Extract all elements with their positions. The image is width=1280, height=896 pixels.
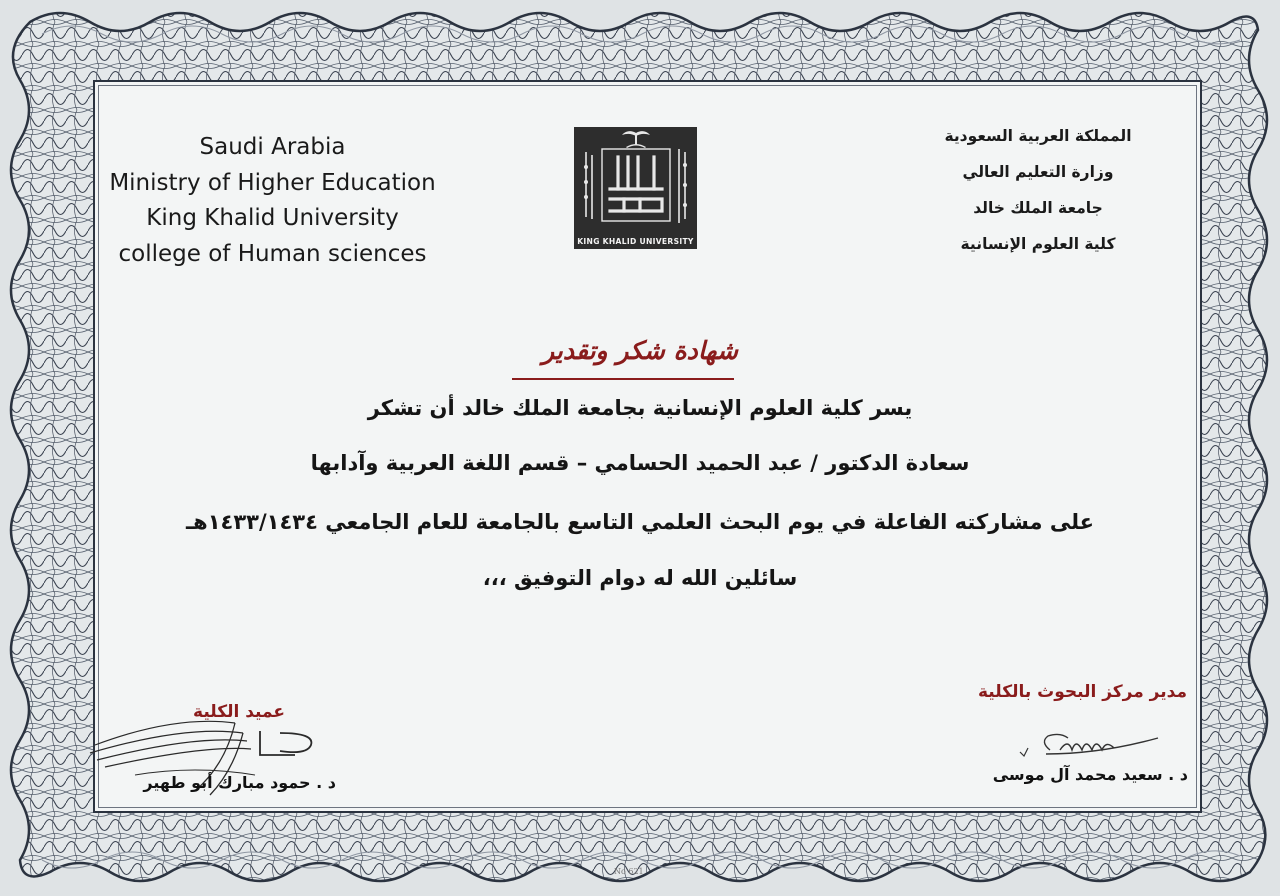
header-ar-college: كلية العلوم الإنسانية: [960, 235, 1116, 253]
certificate-title: شهادة شكر وتقدير: [542, 336, 738, 365]
title-underline: [512, 378, 734, 380]
university-emblem-icon: [574, 127, 697, 249]
header-en-university: King Khalid University: [146, 205, 399, 231]
header-arabic: [908, 118, 1168, 262]
header-en-country: Saudi Arabia: [199, 134, 346, 160]
header-ar-university: جامعة الملك خالد: [973, 199, 1103, 217]
research-director-signature: [1010, 720, 1160, 770]
certificate-line-4: سائلين الله له دوام التوفيق ،،،: [482, 566, 798, 590]
header-ar-country: المملكة العربية السعودية: [944, 127, 1132, 145]
certificate-line-2: سعادة الدكتور / عبد الحميد الحسامي – قسم اللغة العربية وآدابها: [310, 451, 970, 475]
dean-name: د . حمود مبارك أبو طهير: [143, 773, 336, 792]
header-english: [100, 130, 445, 272]
university-logo: [574, 127, 697, 249]
certificate-line-3: على مشاركته الفاعلة في يوم البحث العلمي التاسع بالجامعة للعام الجامعي ١٤٣٣/١٤٣٤هـ: [185, 510, 1095, 534]
certificate-line-1: يسر كلية العلوم الإنسانية بجامعة الملك خالد أن تشكر: [367, 396, 913, 420]
header-en-ministry: Ministry of Higher Education: [109, 169, 436, 196]
research-director-title: مدير مركز البحوث بالكلية: [978, 682, 1187, 702]
header-ar-ministry: وزارة التعليم العالي: [962, 163, 1114, 181]
logo-caption: KING KHALID UNIVERSITY: [577, 237, 694, 246]
dean-title: عميد الكلية: [193, 702, 285, 722]
serial-number: No 621: [614, 867, 644, 876]
header-en-college: college of Human sciences: [118, 240, 427, 267]
research-director-name: د . سعيد محمد آل موسى: [992, 765, 1188, 784]
